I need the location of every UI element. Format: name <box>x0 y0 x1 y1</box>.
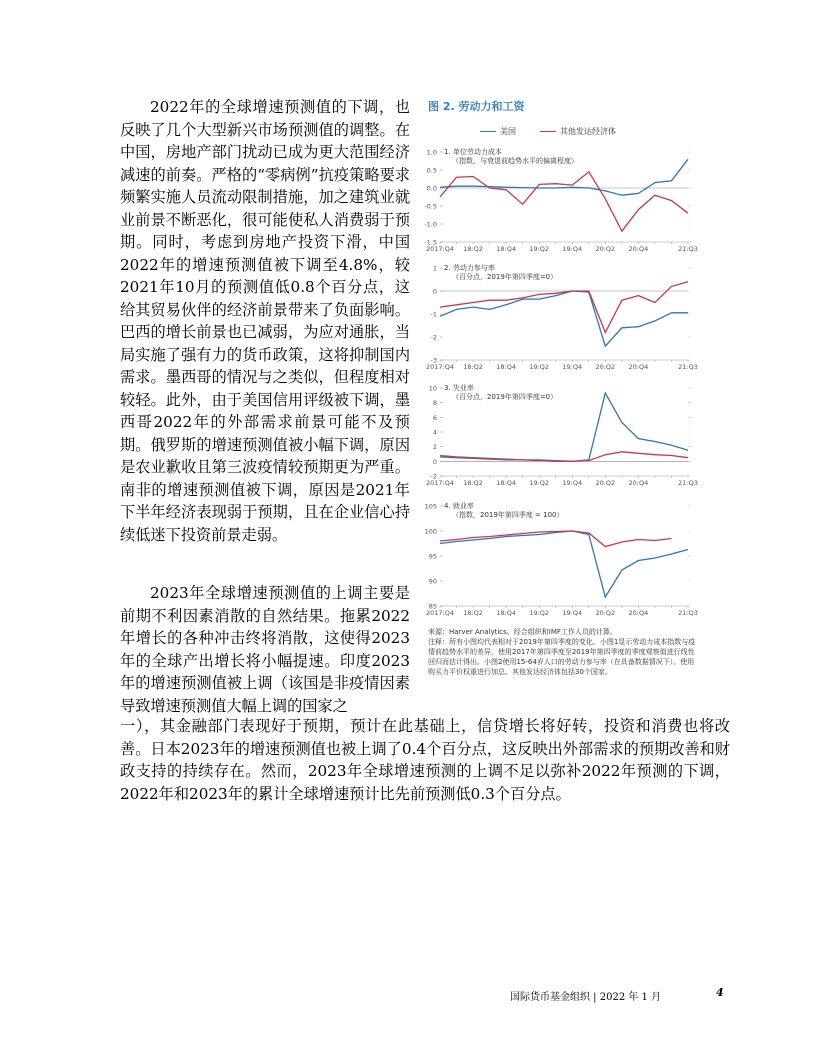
y-tick-label: -2 <box>430 472 437 481</box>
x-tick-label: 20:Q2 <box>595 363 616 371</box>
x-tick-label: 20:Q4 <box>628 363 649 371</box>
x-tick-label: 21:Q3 <box>678 363 698 371</box>
legend-us-swatch <box>480 131 496 132</box>
y-tick-label: 0 <box>432 457 437 466</box>
paragraph-2-bottom: 一），其金融部门表现好于预期，预计在此基础上，信贷增长将好转，投资和消费也将改善。日本2023年的增速预测值也被上调了0.4个百分点，这反映出外部需求的预期改善和财政支持的持续存在。然而，2023年全球增速预测的上调不足以弥补2022年预测的下调，2022年和2023年的累计全球增速预计比先前预测低0.3个百分点。 <box>120 717 730 803</box>
y-tick-label: 8 <box>432 399 437 408</box>
y-tick-label: -1.5 <box>424 238 437 247</box>
y-tick-label: -0.5 <box>424 202 437 211</box>
y-tick-label: 85 <box>428 602 437 611</box>
y-tick-label: 0.5 <box>426 166 437 175</box>
y-tick-label: -3 <box>430 356 437 365</box>
y-tick-label: 90 <box>428 577 437 586</box>
panel-subtitle: （百分点，2019年第四季度=0） <box>452 273 558 281</box>
x-tick-label: 21:Q3 <box>678 245 698 253</box>
y-tick-label: 0.0 <box>426 184 437 193</box>
x-tick-label: 19:Q4 <box>562 363 583 371</box>
y-tick-label: -1 <box>430 310 437 319</box>
y-tick-label: 0 <box>432 287 437 296</box>
x-tick-label: 2017:Q4 <box>426 245 454 253</box>
legend-other <box>540 126 616 137</box>
panel-title: 2. 劳动力参与率 <box>444 264 495 272</box>
series-line-other <box>440 452 688 462</box>
y-tick-label: 105 <box>424 502 437 511</box>
y-tick-label: 95 <box>428 552 437 561</box>
x-tick-label: 18:Q4 <box>496 363 516 371</box>
y-tick-label: 100 <box>424 527 437 536</box>
y-tick-label: 2 <box>432 443 437 452</box>
x-tick-label: 21:Q3 <box>678 609 698 617</box>
x-tick-label: 19:Q4 <box>562 245 583 253</box>
x-tick-label: 21:Q3 <box>678 479 698 487</box>
series-line-us <box>440 393 688 461</box>
x-tick-label: 18:Q2 <box>463 245 483 253</box>
panel-title: 3. 失业率 <box>444 384 474 392</box>
x-tick-label: 20:Q2 <box>595 245 616 253</box>
x-tick-label: 19:Q4 <box>562 479 583 487</box>
y-tick-label: 4 <box>432 428 437 437</box>
x-tick-label: 20:Q4 <box>628 479 649 487</box>
x-tick-label: 20:Q4 <box>628 245 649 253</box>
x-tick-label: 20:Q2 <box>595 609 616 617</box>
figure-charts <box>420 140 710 620</box>
y-tick-label: 10 <box>428 384 437 393</box>
figure-title: 图 2. 劳动力和工资 <box>428 100 525 113</box>
page-number: 4 <box>716 986 724 999</box>
x-tick-label: 20:Q2 <box>595 479 616 487</box>
x-tick-label: 18:Q4 <box>496 609 516 617</box>
legend-other-swatch <box>540 131 556 132</box>
x-tick-label: 19:Q4 <box>562 609 583 617</box>
legend-us-label: 美国 <box>500 127 516 136</box>
legend-us <box>480 126 516 137</box>
panel-subtitle: （百分点，2019年第四季度=0） <box>452 393 558 401</box>
paragraph-1: 2022年的全球增速预测值的下调，也反映了几个大型新兴市场预测值的调整。在中国，房地产部门扰动已成为更大范围经济减速的前奏。严格的“零病例”抗疫策略要求频繁实施人员流动限制措施，加之建筑业就业前景不断恶化，很可能使私人消费弱于预期。同时，考虑到房地产投资下滑，中国2022年的增速预测值被下调至4.8%，较2021年10月的预测值低0.8个百分点，这给其贸易伙伴的经济前景带来了负面影响。巴西的增长前景也已减弱，为应对通胀，当局实施了强有力的货币政策，这将抑制国内需求。墨西哥的情况与之类似，但程度相对较轻。此外，由于美国信用评级被下调，墨西哥2022年的外部需求前景可能不及预期。俄罗斯的增速预测值被小幅下调，原因是农业歉收且第三波疫情较预期更为严重。南非的增速预测值被下调，原因是2021年下半年经济表现弱于预期，且在企业信心持续低迷下投资前景走弱。 <box>120 98 410 544</box>
x-tick-label: 19:Q2 <box>529 363 550 371</box>
panel-subtitle: （指数，与衰退前趋势水平的偏离程度） <box>452 157 578 165</box>
figure-notes: 来源：Harver Analytics、经合组织和IMF工作人员的计算。 注释：所有小图均代表相对于2019年第四季度的变化。小图1显示劳动力成本指数与疫情前趋势水平的差异，使用2017年第四季度至2019年第四季度的季度观察值进行线性回归而估计得出。小图2使用15-64岁人口的劳动力参与率（在具备数据情况下）。使用购买力平价权重进行加总。其他发达经济体包括30个国家。 <box>428 628 696 676</box>
x-tick-label: 18:Q4 <box>496 245 516 253</box>
x-tick-label: 18:Q2 <box>463 479 483 487</box>
body-column-left <box>120 96 410 546</box>
x-tick-label: 18:Q4 <box>496 479 516 487</box>
legend-other-label: 其他发达经济体 <box>560 127 616 136</box>
y-tick-label: 1 <box>432 264 437 273</box>
x-tick-label: 19:Q2 <box>529 609 550 617</box>
x-tick-label: 2017:Q4 <box>426 479 454 487</box>
x-tick-label: 2017:Q4 <box>426 609 454 617</box>
series-line-us <box>440 291 688 346</box>
series-line-other <box>440 531 672 547</box>
footer-org: 国际货币基金组织 | 2022 年 1 月 <box>510 992 662 1003</box>
x-tick-label: 19:Q2 <box>529 245 550 253</box>
x-tick-label: 2017:Q4 <box>426 363 454 371</box>
paragraph-2-top: 2023年全球增速预测值的上调主要是前期不利因素消散的自然结果。拖累2022年增长的各种冲击终将消散，这使得2023年的全球产出增长将小幅提速。印度2023年的增速预测值被上调（该国是非疫情因素导致增速预测值大幅上调的国家之 <box>120 584 410 715</box>
y-tick-label: 6 <box>432 413 437 422</box>
y-tick-label: -2 <box>430 333 437 342</box>
x-tick-label: 19:Q2 <box>529 479 550 487</box>
panel-subtitle: （指数，2019年第四季度 = 100） <box>452 511 564 519</box>
y-tick-label: -1.0 <box>424 220 437 229</box>
panel-title: 4. 就业率 <box>444 502 474 510</box>
x-tick-label: 18:Q2 <box>463 609 483 617</box>
y-tick-label: 1.0 <box>426 148 437 157</box>
x-tick-label: 18:Q2 <box>463 363 483 371</box>
series-line-other <box>440 172 688 231</box>
x-tick-label: 20:Q4 <box>628 609 649 617</box>
panel-title: 1. 单位劳动力成本 <box>444 148 502 156</box>
